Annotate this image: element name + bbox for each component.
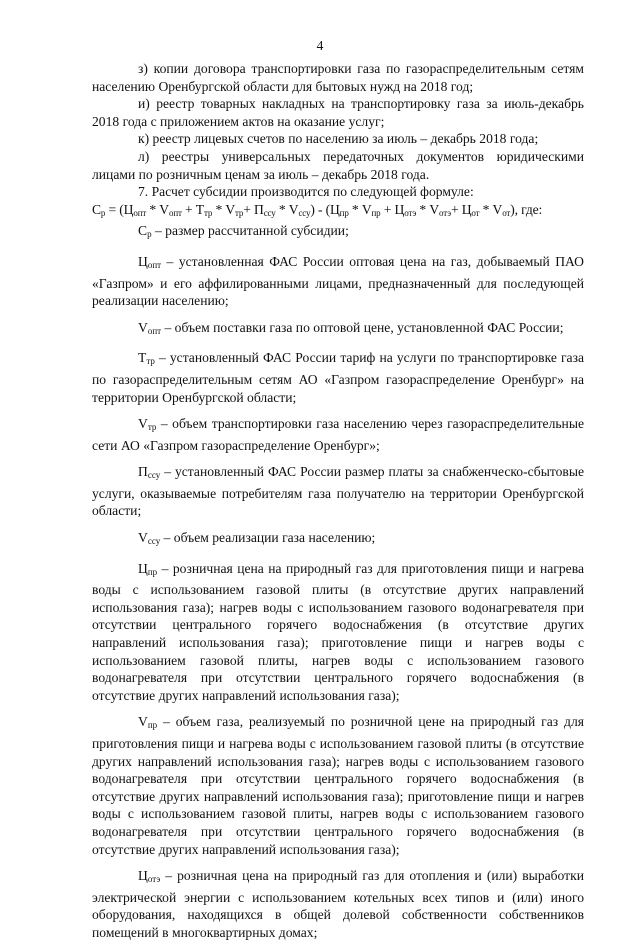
definition-pssu: $П_{ссу}$ – установленный ФАС России размер платы за снабженческо-сбытовые услуги, оказываемые потребителям газа получателю на территории Оренбургской области; <box>92 464 584 519</box>
definition-cp: $С_р$ – размер рассчитанной субсидии; <box>138 223 349 240</box>
page-number: 4 <box>316 38 324 53</box>
definition-cpr: $Ц_{пр}$ – розничная цена на природный газ для приготовления пищи и нагрева воды с использованием газовой плиты (в отсутствие других направлений использования газа); нагрев воды с использованием газового водонагревателя при отсутствии центрального горячего водоснабжения (в отсутствие других направлений использования газа); приготовление пищи и нагрев воды с использованием газовой плиты, нагрев воды с использованием газового водонагревателя при отсутствии центрального горячего водоснабжения (в отсутствие других направлений использования газа); <box>92 560 584 703</box>
item-z: з) копии договора транспортировки газа по газораспределительным сетям населению Оренбургской области для бытовых нужд на 2018 год; <box>92 61 584 94</box>
section-7-heading: 7. Расчет субсидии производится по следующей формуле: <box>138 184 474 200</box>
definition-ttr: $Т_{тр}$ – установленный ФАС России тариф на услуги по транспортировке газа по газораспределительным сетям АО «Газпром газораспределение Оренбург» на территории Оренбургской области; <box>92 350 584 405</box>
item-i: и) реестр товарных накладных на транспортировку газа за июль-декабрь 2018 года с приложением актов на оказание услуг; <box>92 96 584 129</box>
document-body <box>92 60 584 942</box>
item-k: к) реестр лицевых счетов по населению за июль – декабрь 2018 года; <box>138 131 539 147</box>
definition-vopt: $V_{опт}$ – объем поставки газа по оптовой цене, установленной ФАС России; <box>138 319 564 336</box>
subsidy-formula: $С_р = (Ц_{опт} * V_{опт} + Т_{тр} * V_{тр}+ П_{ссу} * V_{ссу}) - (Ц_{пр} * V_{пр} + Ц_{отэ} * V_{отэ}+ Ц_{от} * V_{от})$, где: <box>92 201 543 218</box>
definition-vpr: $V_{пр}$ – объем газа, реализуемый по розничной цене на природный газ для приготовления пищи и нагрева воды с использованием газовой плиты (в отсутствие других направлений использования газа); нагрев воды с использованием газового водонагревателя при отсутствии центрального горячего водоснабжения (в отсутствие других направлений использования газа); приготовление пищи и нагрев воды с использованием газовой плиты, нагрев воды с использованием газового водонагревателя при отсутствии центрального горячего водоснабжения (в отсутствие других направлений использования газа); <box>92 714 584 857</box>
definition-vtr: $V_{тр}$ – объем транспортировки газа населению через газораспределительные сети АО «Газпром газораспределение Оренбург»; <box>92 416 584 453</box>
definition-copt: $Ц_{опт}$ – установленная ФАС России оптовая цена на газ, добываемый ПАО «Газпром» и его аффилированными лицами, предназначенный для последующей реализации населению; <box>92 253 584 309</box>
definition-cote: $Ц_{отэ}$ – розничная цена на природный газ для отопления и (или) выработки электрической энергии с использованием котельных всех типов и (или) иного оборудования, находящихся в общей долевой собственности собственников помещений в многоквартирных домах; <box>92 868 584 940</box>
item-l: л) реестры универсальных передаточных документов юридическими лицами по розничным ценам за июль – декабрь 2018 года. <box>92 148 584 182</box>
definition-vssu: $V_{ссу}$ – объем реализации газа населению; <box>138 530 376 547</box>
